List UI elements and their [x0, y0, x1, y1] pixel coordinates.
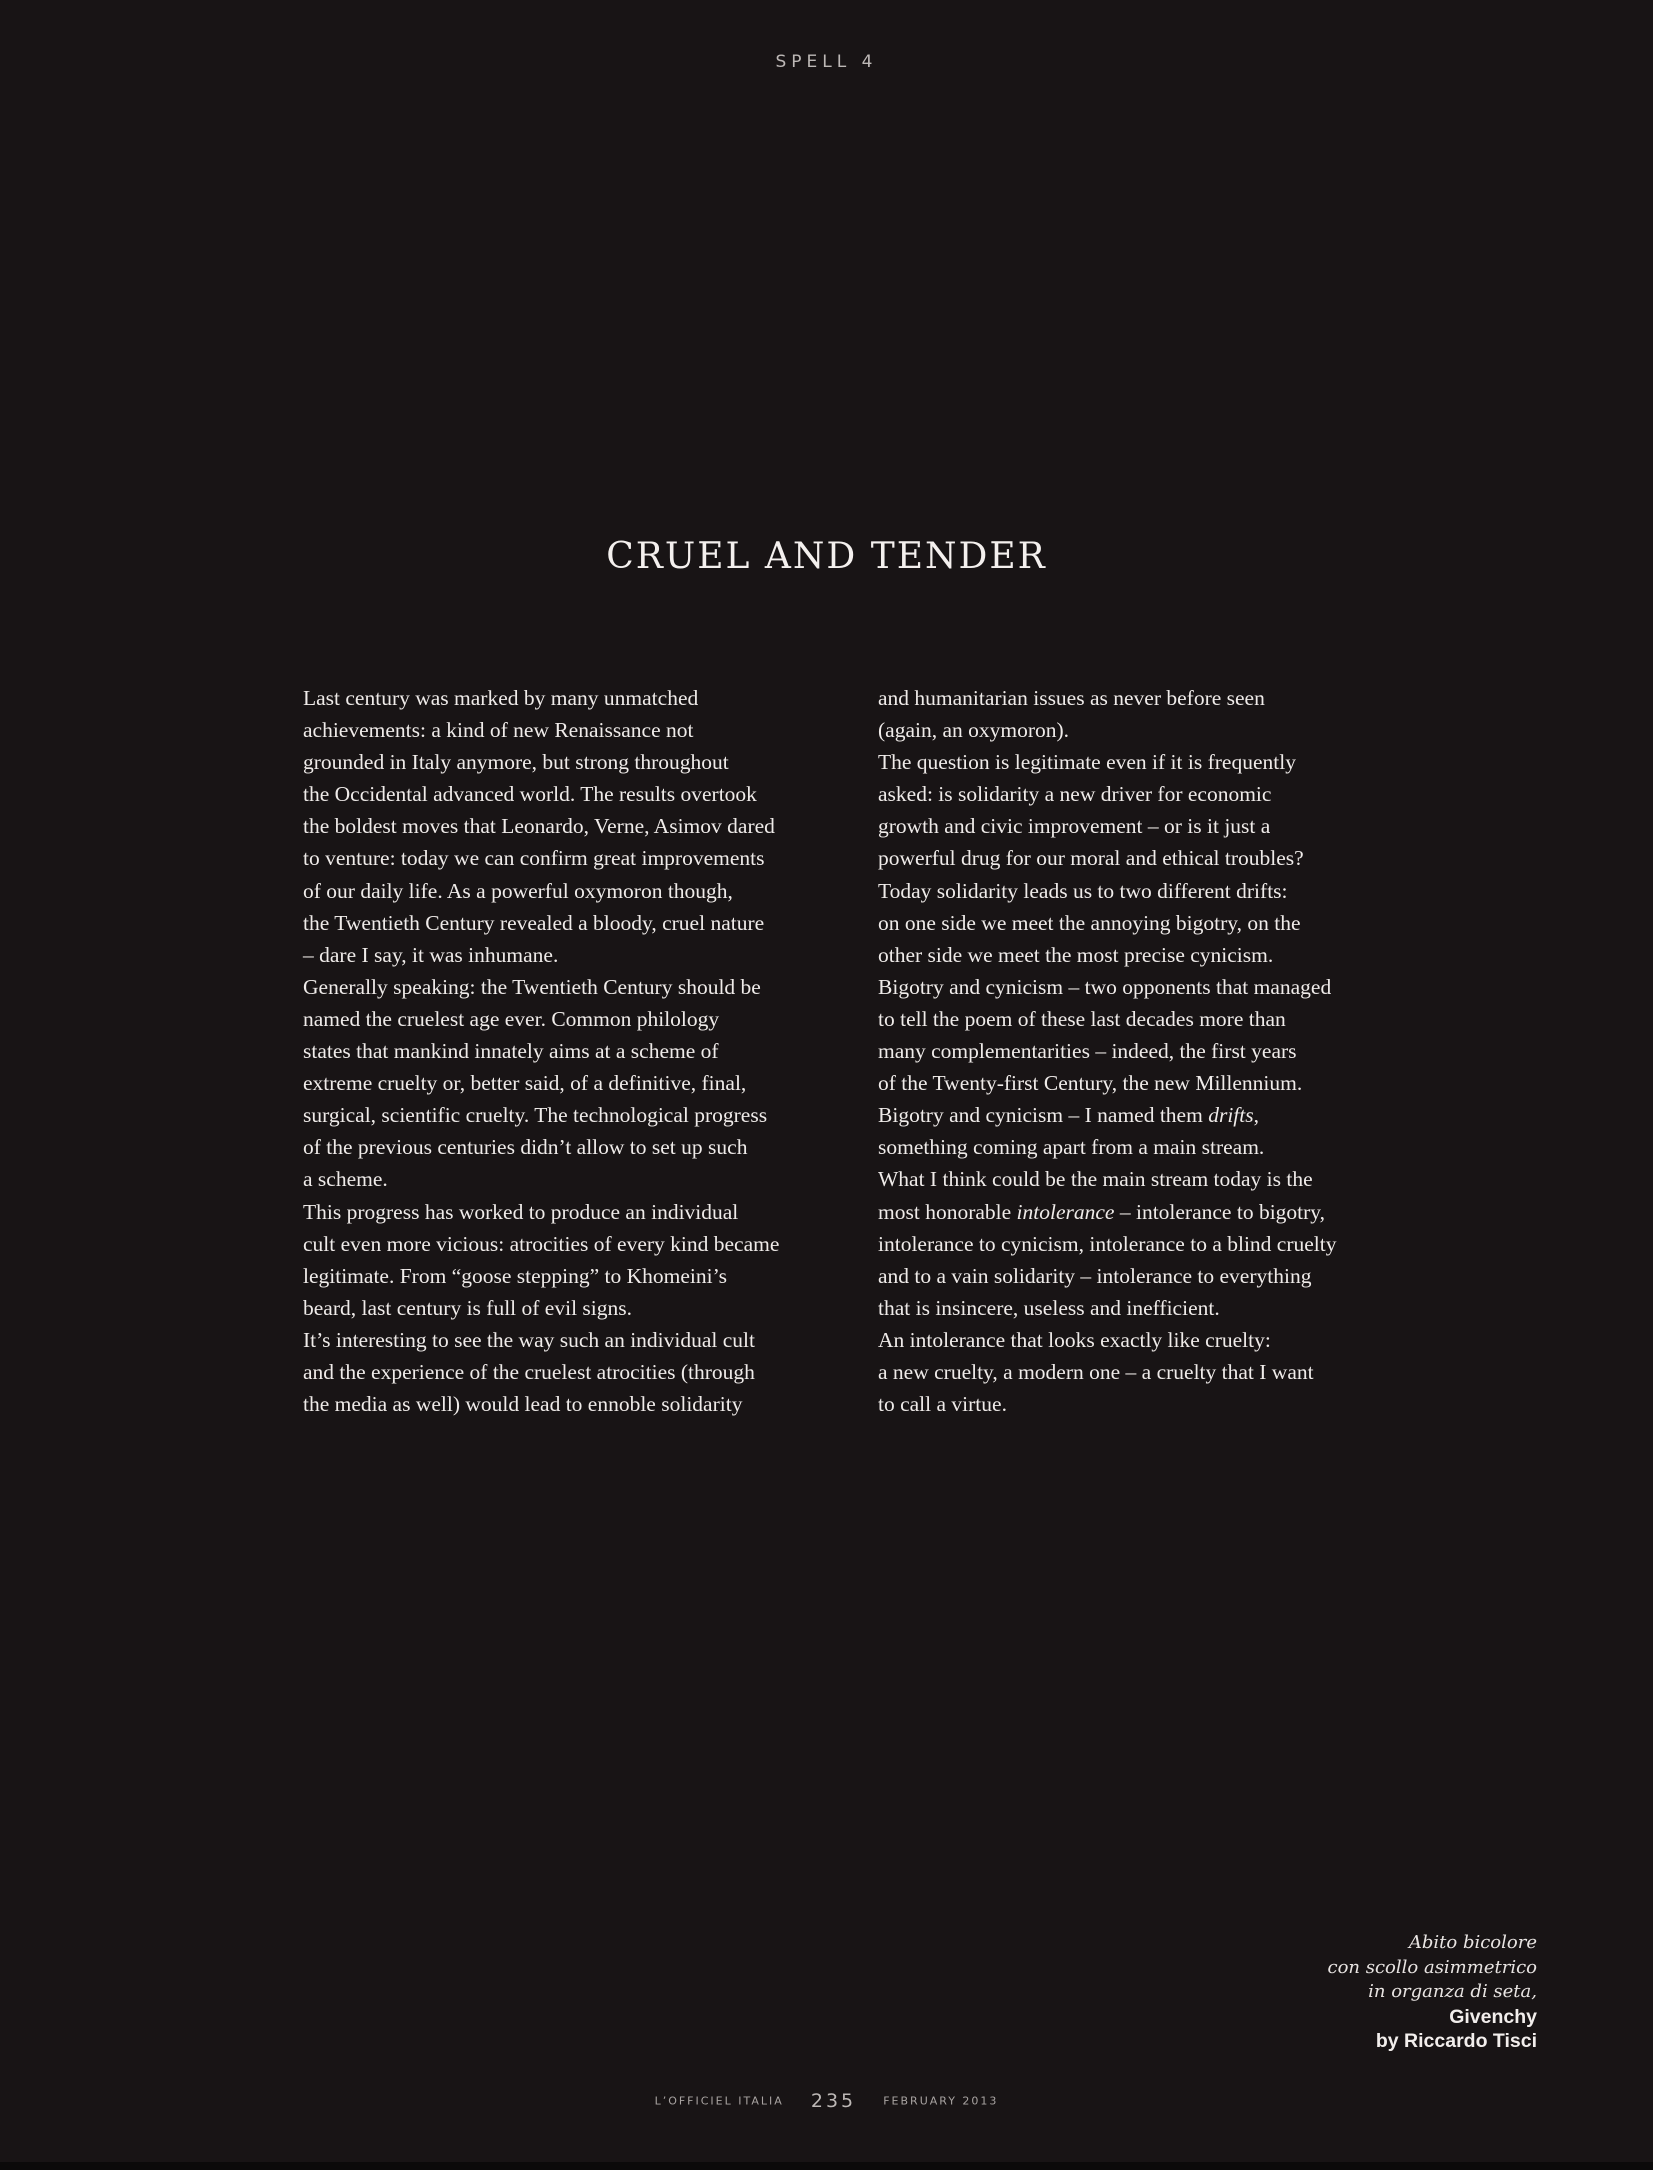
body-line: the boldest moves that Leonardo, Verne, Asimov dared — [303, 814, 775, 839]
body-line: named the cruelest age ever. Common philology — [303, 1006, 720, 1031]
body-text-run: – intolerance to bigotry, — [1114, 1199, 1326, 1224]
body-line-with-italic — [878, 1196, 1337, 1228]
caption-line: in organza di seta, — [1368, 1981, 1537, 2002]
body-line: surgical, scientific cruelty. The technological progress — [303, 1103, 768, 1128]
body-line: the Occidental advanced world. The results overtook — [303, 782, 757, 807]
body-line: other side we meet the most precise cynicism. — [878, 942, 1274, 967]
issue-date: FEBRUARY 2013 — [883, 2094, 999, 2108]
body-line: of the Twenty-first Century, the new Millennium. — [878, 1071, 1303, 1096]
body-line: Bigotry and cynicism – two opponents that managed — [878, 974, 1332, 999]
body-line: It’s interesting to see the way such an individual cult — [303, 1327, 755, 1352]
body-text-run: Bigotry and cynicism – I named them — [878, 1103, 1209, 1128]
italic-emphasis: intolerance — [1016, 1199, 1115, 1224]
body-line-with-italic — [878, 1099, 1337, 1131]
caption-brand: Givenchy — [1449, 2005, 1537, 2028]
body-line: powerful drug for our moral and ethical troubles? — [878, 846, 1304, 871]
body-line: and to a vain solidarity – intolerance to everything — [878, 1263, 1312, 1288]
body-line: growth and civic improvement – or is it just a — [878, 814, 1271, 839]
body-line: This progress has worked to produce an individual — [303, 1199, 739, 1224]
body-line: of our daily life. As a powerful oxymoron though, — [303, 878, 733, 903]
body-line: cult even more vicious: atrocities of every kind became — [303, 1231, 780, 1256]
body-line: of the previous centuries didn’t allow to set up such — [303, 1135, 748, 1160]
body-line: the Twentieth Century revealed a bloody, cruel nature — [303, 910, 765, 935]
body-line: beard, last century is full of evil signs. — [303, 1295, 632, 1320]
body-line: grounded in Italy anymore, but strong throughout — [303, 750, 729, 775]
caption-line: Abito bicolore — [1408, 1932, 1537, 1953]
body-line: asked: is solidarity a new driver for economic — [878, 782, 1272, 807]
bottom-edge-band — [0, 2162, 1653, 2170]
body-line: legitimate. From “goose stepping” to Khomeini’s — [303, 1263, 727, 1288]
body-line: a scheme. — [303, 1167, 388, 1192]
body-line: What I think could be the main stream today is the — [878, 1167, 1313, 1192]
body-line: Last century was marked by many unmatched — [303, 686, 699, 710]
body-line: The question is legitimate even if it is frequently — [878, 750, 1296, 775]
body-line: the media as well) would lead to ennoble solidarity — [303, 1392, 743, 1417]
body-line: – dare I say, it was inhumane. — [303, 942, 559, 967]
caption-line: con scollo asimmetrico — [1327, 1956, 1537, 1978]
body-line: to call a virtue. — [878, 1392, 1007, 1417]
caption-designer: by Riccardo Tisci — [1375, 2030, 1537, 2052]
photo-caption — [1328, 1931, 1538, 2054]
body-line: on one side we meet the annoying bigotry, on the — [878, 910, 1301, 935]
section-tag: SPELL 4 — [775, 52, 878, 72]
body-line: many complementarities – indeed, the first years — [878, 1039, 1297, 1064]
body-line: An intolerance that looks exactly like cruelty: — [878, 1327, 1271, 1352]
body-line: to tell the poem of these last decades more than — [878, 1006, 1286, 1031]
page-footer — [0, 2090, 1653, 2112]
article-title: CRUEL AND TENDER — [606, 536, 1047, 578]
body-line: Generally speaking: the Twentieth Century should be — [303, 974, 761, 999]
body-line: states that mankind innately aims at a scheme of — [303, 1039, 719, 1064]
body-column-right — [878, 682, 1337, 1420]
body-line: extreme cruelty or, better said, of a definitive, final, — [303, 1071, 747, 1096]
body-line: (again, an oxymoron). — [878, 718, 1070, 743]
body-line: to venture: today we can confirm great improvements — [303, 846, 765, 871]
body-column-left — [303, 682, 779, 1420]
body-line: achievements: a kind of new Renaissance not — [303, 718, 694, 743]
body-line: that is insincere, useless and inefficient. — [878, 1295, 1220, 1320]
body-text-run: , — [1253, 1103, 1259, 1128]
body-line: and the experience of the cruelest atrocities (through — [303, 1359, 755, 1384]
body-line: intolerance to cynicism, intolerance to a blind cruelty — [878, 1231, 1337, 1256]
italic-emphasis: drifts — [1208, 1103, 1254, 1128]
body-text-run: most honorable — [878, 1199, 1017, 1224]
page-number: 235 — [810, 2090, 857, 2112]
magazine-name: L’OFFICIEL ITALIA — [654, 2094, 784, 2108]
body-line: a new cruelty, a modern one – a cruelty that I want — [878, 1359, 1314, 1384]
body-line: something coming apart from a main stream. — [878, 1135, 1265, 1160]
body-line: and humanitarian issues as never before seen — [878, 686, 1265, 710]
body-line: Today solidarity leads us to two different drifts: — [878, 878, 1288, 903]
